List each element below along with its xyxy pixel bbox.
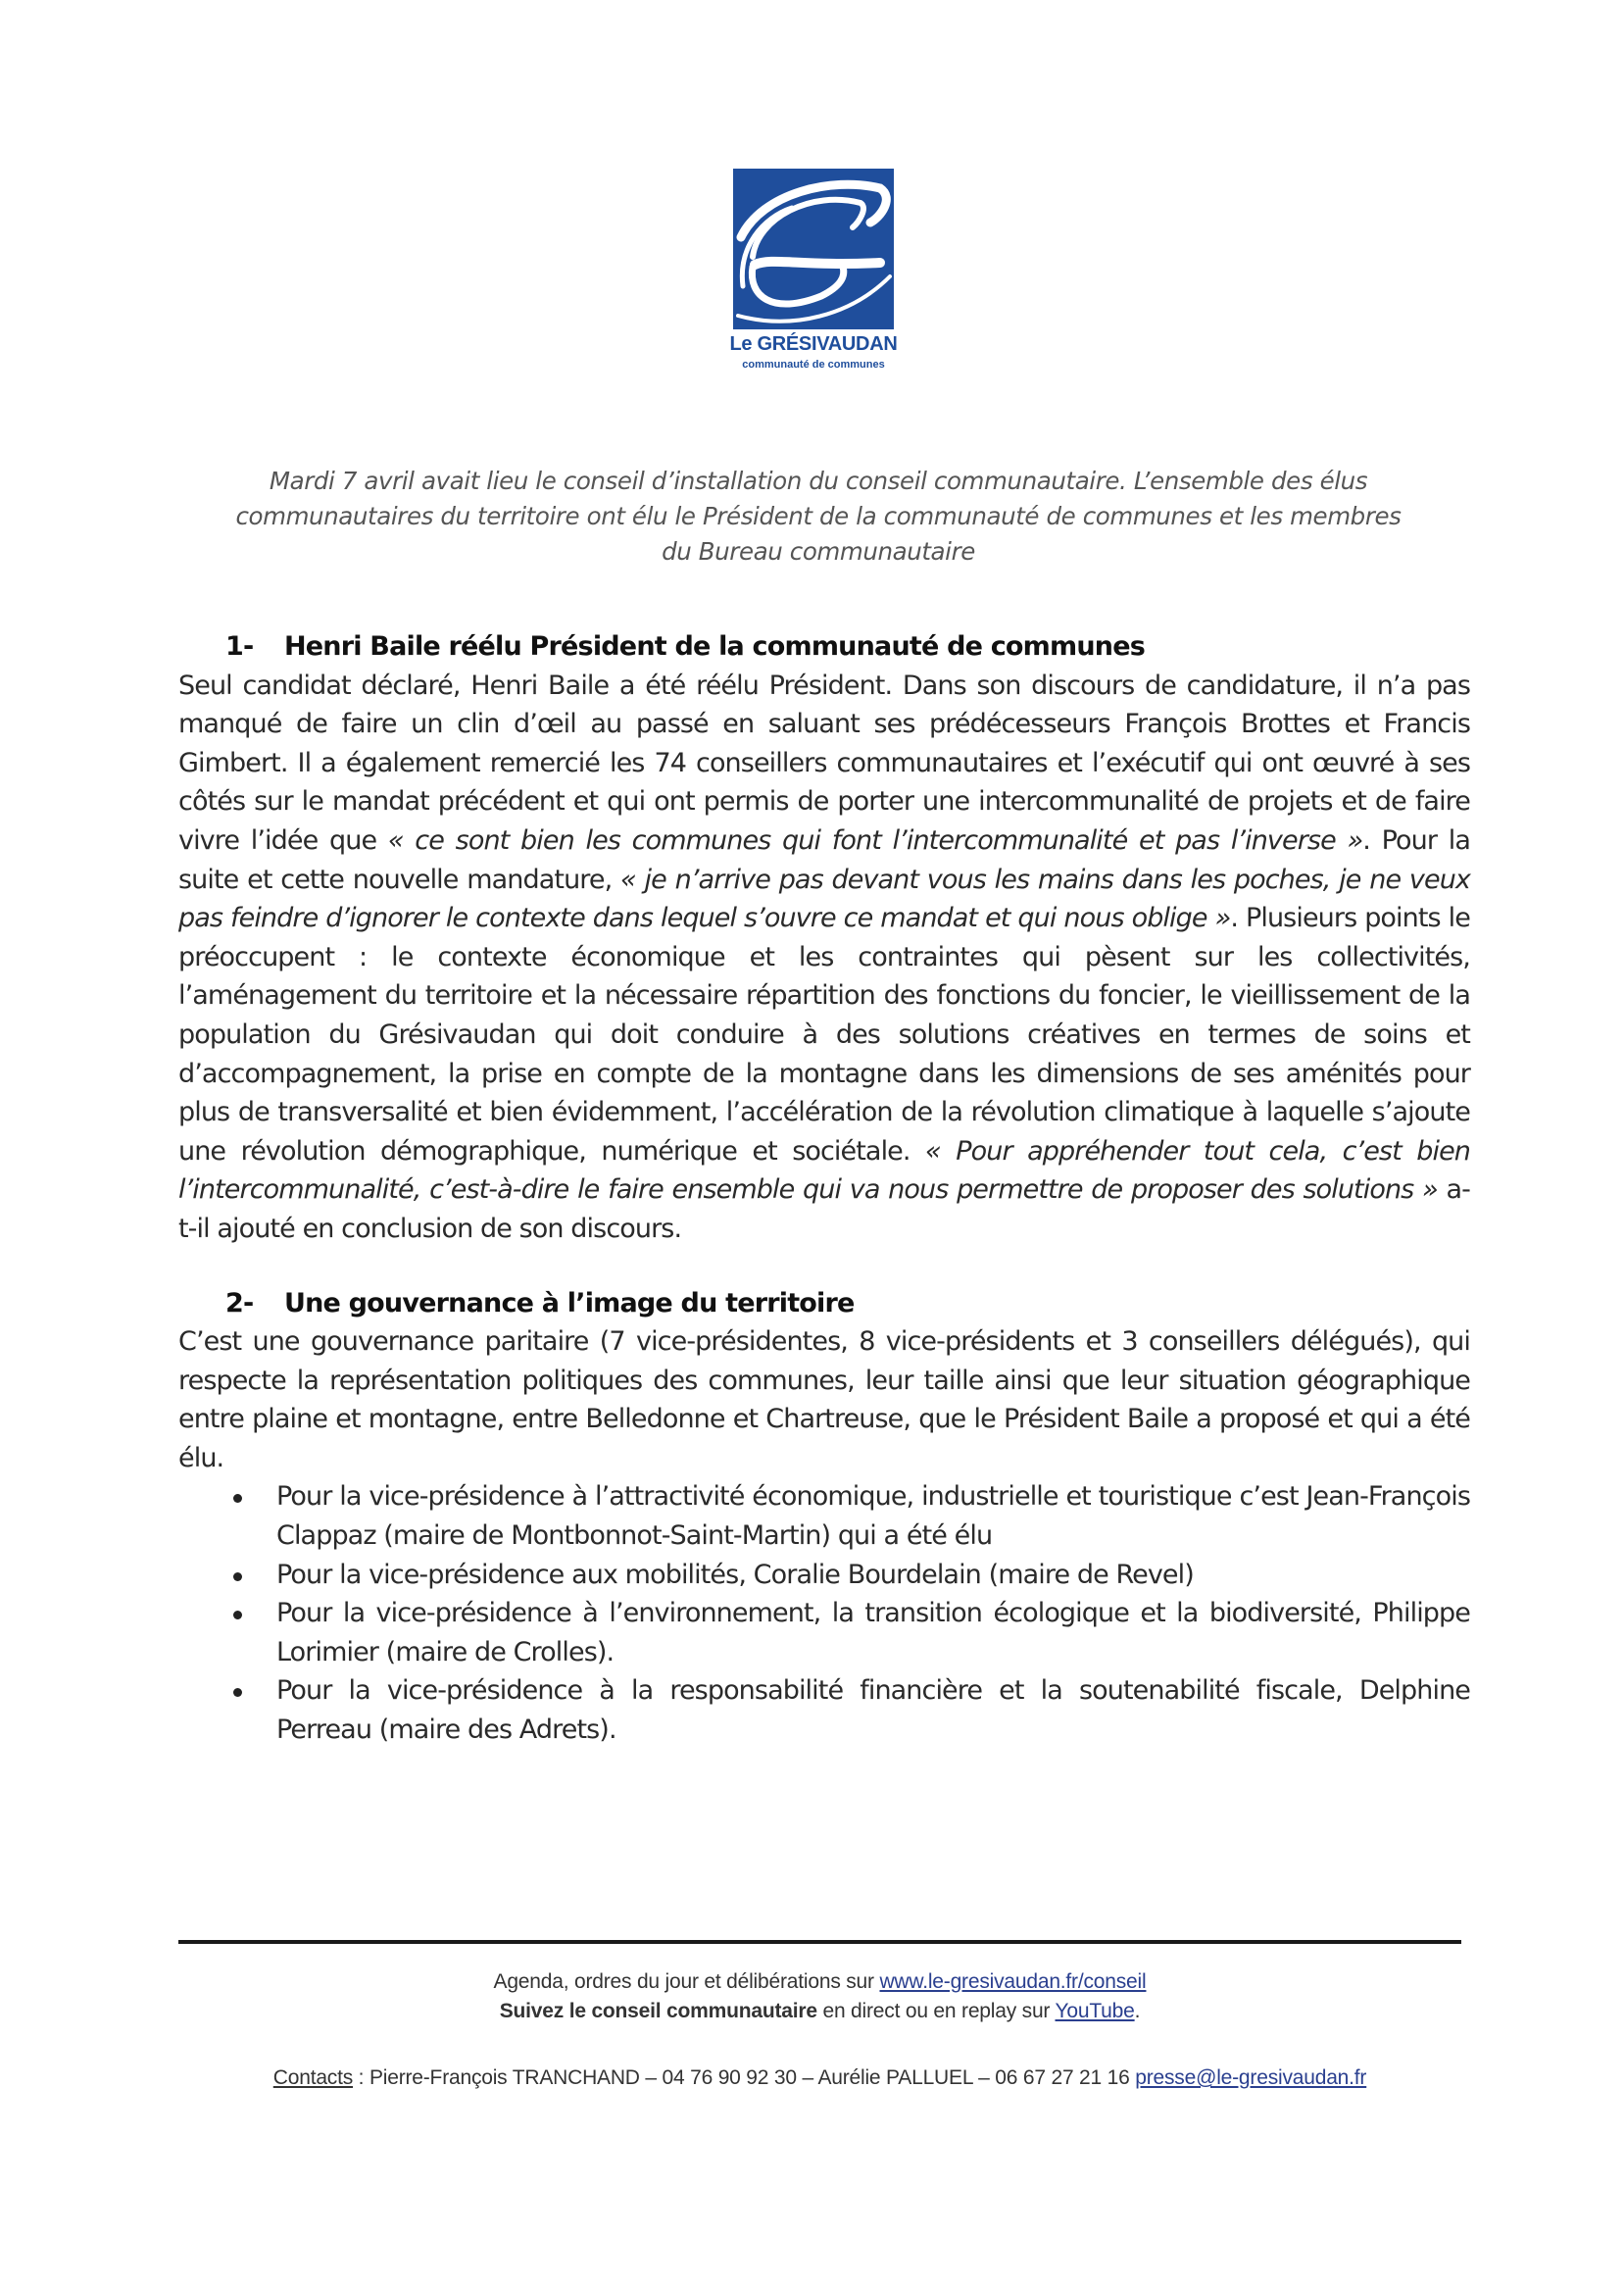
list-item-text: Pour la vice-présidence à la responsabilité financière et la soutenabilité fiscale, Delphine Perreau (maire des Adrets). — [276, 1675, 1470, 1746]
quote: « je n’arrive pas devant vous les mains dans les poches, je ne veux pas feindre d’ignorer le contexte dans lequel s’ouvre ce mandat et qui nous oblige » — [178, 864, 1470, 934]
intro-line: communautaires du territoire ont élu le Président de la communauté de communes et les membres — [235, 502, 1402, 530]
section-title: Henri Baile réélu Président de la communauté de communes — [284, 631, 1145, 662]
footer-text: en direct ou en replay sur — [816, 2000, 1056, 2022]
section-paragraph — [178, 667, 1470, 1249]
list-item — [178, 1594, 1470, 1671]
youtube-link[interactable]: YouTube — [1055, 2000, 1135, 2022]
footer-bold-text: Suivez le conseil communautaire — [499, 2000, 817, 2022]
section-president — [178, 627, 1470, 1249]
logo-subtitle: communauté de communes — [742, 359, 885, 371]
footer-text: . — [1134, 2000, 1141, 2022]
list-item — [178, 1477, 1470, 1555]
intro-line: du Bureau communautaire — [662, 537, 975, 566]
bullet-icon — [233, 1572, 242, 1581]
intro-line: Mardi 7 avril avait lieu le conseil d’installation du conseil communautaire. L’ensemble des élus — [269, 467, 1368, 495]
list-item — [178, 1556, 1470, 1595]
intro-text — [176, 464, 1460, 570]
logo-g-emblem-icon — [733, 169, 894, 329]
quote: « ce sont bien les communes qui font l’intercommunalité et pas l’inverse » — [387, 824, 1363, 856]
paragraph-text: . Pour la suite et cette nouvelle mandature, — [178, 824, 1470, 895]
quote: « Pour appréhender tout cela, c’est bien l’intercommunalité, c’est-à-dire le faire ensemble qui va nous permettre de proposer des solutions » — [178, 1135, 1470, 1206]
bullet-icon — [233, 1611, 242, 1619]
list-item — [178, 1671, 1470, 1749]
section-title: Une gouvernance à l’image du territoire — [284, 1287, 855, 1318]
section-paragraph: C’est une gouvernance paritaire (7 vice-présidentes, 8 vice-présidents et 3 conseillers délégués), qui respecte la représentation politiques des communes, leur taille ainsi que leur situation géographique entre plaine et montagne, entre Belledonne et Chartreuse, que le Président Baile a proposé et qui a été élu. — [178, 1326, 1470, 1473]
bullet-icon — [233, 1688, 242, 1697]
footer-text: Agenda, ordres du jour et délibérations sur — [493, 1970, 880, 1993]
list-item-text: Pour la vice-présidence aux mobilités, Coralie Bourdelain (maire de Revel) — [276, 1559, 1194, 1590]
section-governance — [178, 1284, 1470, 1750]
section-number: 1- — [225, 631, 254, 662]
section-heading — [178, 1284, 1470, 1323]
footer-agenda — [178, 1970, 1461, 1994]
section-number: 2- — [225, 1287, 254, 1318]
footer-contacts — [178, 2066, 1461, 2090]
main-content — [178, 627, 1470, 1750]
contacts-text: : Pierre-François TRANCHAND – 04 76 90 92 30 – Aurélie PALLUEL – 06 67 27 21 16 — [353, 2066, 1136, 2089]
list-item-text: Pour la vice-présidence à l’attractivité économique, industrielle et touristique c’est Jean-François Clappaz (maire de Montbonnot-Saint-Martin) qui a été élu — [276, 1481, 1470, 1552]
list-item-text: Pour la vice-présidence à l’environnement, la transition écologique et la biodiversité, Philippe Lorimier (maire de Crolles). — [276, 1598, 1470, 1667]
vice-president-list — [178, 1477, 1470, 1749]
paragraph-text: a-t-il ajouté en conclusion de son discours. — [178, 1174, 1470, 1244]
contacts-label: Contacts — [272, 2066, 354, 2089]
section-heading — [178, 627, 1470, 667]
bullet-icon — [233, 1494, 242, 1503]
press-email-link[interactable]: presse@le-gresivaudan.fr — [1135, 2066, 1367, 2089]
logo-name: Le GRÉSIVAUDAN — [729, 333, 898, 355]
council-link[interactable]: www.le-gresivaudan.fr/conseil — [879, 1970, 1147, 1993]
paragraph-text: . Plusieurs points le préoccupent : le contexte économique et les contraintes qui pèsent sur les collectivités, l’aménagement du territoire et la nécessaire répartition des fonctions du foncier, le vieillissement de la population du Grésivaudan qui doit conduire à des solutions créatives en termes de soins et d’accompagnement, la prise en compte de la montagne dans les dimensions de ses aménités pour plus de transversalité et bien évidemment, l’accélération de la révolution climatique à laquelle s’ajoute une révolution démographique, numérique et sociétale. — [178, 903, 1470, 1167]
paragraph-text: Seul candidat déclaré, Henri Baile a été réélu Président. Dans son discours de candidature, il n’a pas manqué de faire un clin d’œil au passé en saluant ses prédécesseurs François Brottes et Francis Gimbert. Il a également remercié les 74 conseillers communautaires et l’exécutif qui ont œuvré à ses côtés sur le mandat précédent et qui ont permis de porter une intercommunalité de projets et de faire vivre l’idée que — [178, 670, 1470, 856]
footer-follow — [178, 2000, 1461, 2023]
footer-divider — [178, 1940, 1461, 1944]
